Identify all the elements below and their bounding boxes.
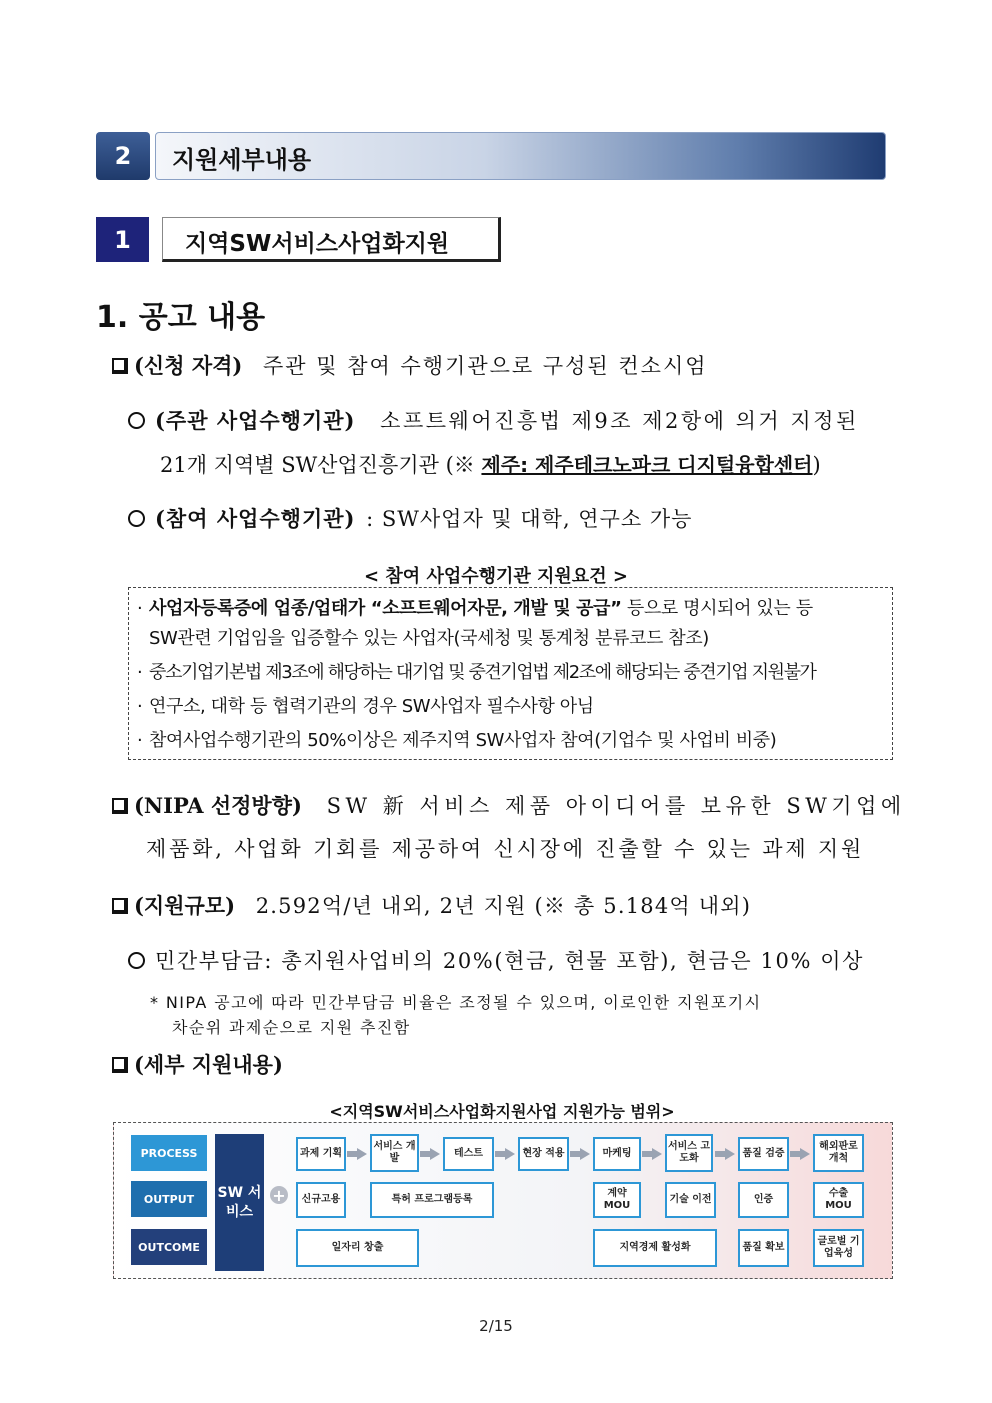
outcome-item: 글로벌 기업육성	[813, 1229, 864, 1267]
detail-line	[112, 1049, 283, 1079]
row-label-process: PROCESS	[131, 1135, 207, 1171]
output-item: 수출 MOU	[813, 1182, 864, 1218]
arrow-right-icon	[725, 1148, 735, 1160]
note-line-1: * NIPA 공고에 따라 민간부담금 비율은 조정될 수 있으며, 이로인한 지원포기시	[150, 993, 762, 1012]
requirements-box	[128, 587, 893, 760]
output-item: 신규고용	[296, 1182, 346, 1218]
arrow-right-icon	[800, 1148, 810, 1160]
process-step: 품질 검증	[738, 1137, 789, 1171]
subsection-title: 지역SW서비스사업화지원	[185, 231, 450, 257]
requirement-item-4: · 참여사업수행기관의 50%이상은 제주지역 SW사업자 참여(기업수 및 사업비 비중)	[137, 730, 777, 751]
checkbox-bullet-icon	[112, 1057, 126, 1071]
process-step: 해외판로 개척	[813, 1134, 864, 1172]
circle-bullet-icon	[128, 952, 145, 969]
eligibility-line	[112, 350, 708, 380]
section-title: 지원세부내용	[172, 146, 312, 174]
checkbox-bullet-icon	[112, 358, 126, 372]
nipa-label: (NIPA 선정방향)	[134, 793, 302, 818]
arrow-right-icon	[580, 1148, 590, 1160]
partner-label: (참여 사업수행기관)	[155, 506, 356, 531]
output-item: 인증	[738, 1182, 789, 1218]
eligibility-text: 주관 및 참여 수행기관으로 구성된 컨소시엄	[263, 354, 708, 378]
checkbox-bullet-icon	[112, 798, 126, 812]
private-line	[128, 945, 864, 975]
subsection-number: 1	[96, 217, 149, 262]
lead-text-2c: )	[812, 453, 821, 477]
row-label-outcome: OUTCOME	[131, 1229, 207, 1265]
requirement-item-1-bold: 사업자등록증에 업종/업태가 “소프트웨어자문, 개발 및 공급”	[149, 598, 622, 619]
outcome-item: 품질 확보	[738, 1229, 789, 1267]
requirements-title: < 참여 사업수행기관 지원요건 >	[364, 566, 628, 587]
arrow-right-icon	[652, 1148, 662, 1160]
requirement-item-1: · 사업자등록증에 업종/업태가 “소프트웨어자문, 개발 및 공급” 등으로 명시되어 있는 등	[137, 598, 813, 619]
nipa-text-1: SW 新 서비스 제품 아이디어를 보유한 SW기업에	[326, 794, 906, 818]
circle-bullet-icon	[128, 510, 145, 527]
eligibility-label: (신청 자격)	[134, 353, 243, 378]
scale-label: (지원규모)	[134, 893, 236, 918]
lead-label: (주관 사업수행기관)	[155, 408, 356, 433]
partner-line	[128, 503, 692, 533]
partner-text: : SW사업자 및 대학, 연구소 가능	[366, 507, 693, 531]
process-step: 서비스 개발	[370, 1134, 419, 1172]
process-step: 테스트	[443, 1137, 494, 1171]
process-step: 마케팅	[593, 1137, 641, 1171]
output-item: 계약 MOU	[593, 1182, 641, 1218]
requirement-item-3: · 연구소, 대학 등 협력기관의 경우 SW사업자 필수사항 아님	[137, 696, 594, 717]
row-label-output: OUTPUT	[131, 1181, 207, 1217]
detail-label: (세부 지원내용)	[134, 1052, 283, 1077]
lead-line-1	[128, 405, 859, 435]
nipa-line-1	[112, 790, 906, 820]
requirement-item-1-cont: SW관련 기업임을 입증할수 있는 사업자(국세청 및 통계청 분류코드 참조)	[149, 628, 709, 649]
checkbox-bullet-icon	[112, 898, 126, 912]
sw-service-column: SW 서비스	[215, 1134, 264, 1271]
section-number: 2	[96, 132, 150, 180]
diagram-title: <지역SW서비스사업화지원사업 지원가능 범위>	[329, 1102, 675, 1121]
requirement-item-2: · 중소기업기본법 제3조에 해당하는 대기업 및 중견기업법 제2조에 해당되는 중견기업 지원불가	[137, 662, 816, 683]
arrow-right-icon	[357, 1148, 367, 1160]
scale-text: 2.592억/년 내외, 2년 지원 (※ 총 5.184억 내외)	[255, 894, 752, 918]
lead-text-1: 소프트웨어진흥법 제9조 제2항에 의거 지정된	[380, 409, 859, 433]
note-line-2: 차순위 과제순으로 지원 추진함	[172, 1018, 411, 1037]
output-item: 특허 프로그램등록	[370, 1182, 494, 1218]
private-text: 민간부담금: 총지원사업비의 20%(현금, 현물 포함), 현금은 10% 이상	[155, 949, 865, 973]
arrow-right-icon	[430, 1148, 440, 1160]
jeju-center: 제주: 제주테크노파크 디지털융합센터	[481, 453, 813, 477]
outcome-item: 일자리 창출	[296, 1229, 419, 1267]
plus-icon: +	[270, 1186, 288, 1204]
outcome-item: 지역경제 활성화	[593, 1229, 717, 1267]
process-step: 서비스 고도화	[665, 1134, 713, 1172]
nipa-text-2: 제품화, 사업화 기회를 제공하여 신시장에 진출할 수 있는 과제 지원	[146, 837, 865, 861]
output-item: 기술 이전	[665, 1182, 716, 1218]
lead-line-2	[160, 449, 821, 479]
circle-bullet-icon	[128, 412, 145, 429]
process-step: 과제 기획	[296, 1137, 346, 1171]
lead-text-2a: 21개 지역별 SW산업진흥기관 (※	[160, 453, 482, 477]
page-number: 2/15	[479, 1317, 513, 1335]
requirement-item-1-rest: 등으로 명시되어 있는 등	[621, 598, 813, 619]
page-heading: 1. 공고 내용	[96, 300, 266, 335]
scale-line	[112, 890, 751, 920]
process-step: 현장 적용	[518, 1137, 569, 1171]
arrow-right-icon	[505, 1148, 515, 1160]
